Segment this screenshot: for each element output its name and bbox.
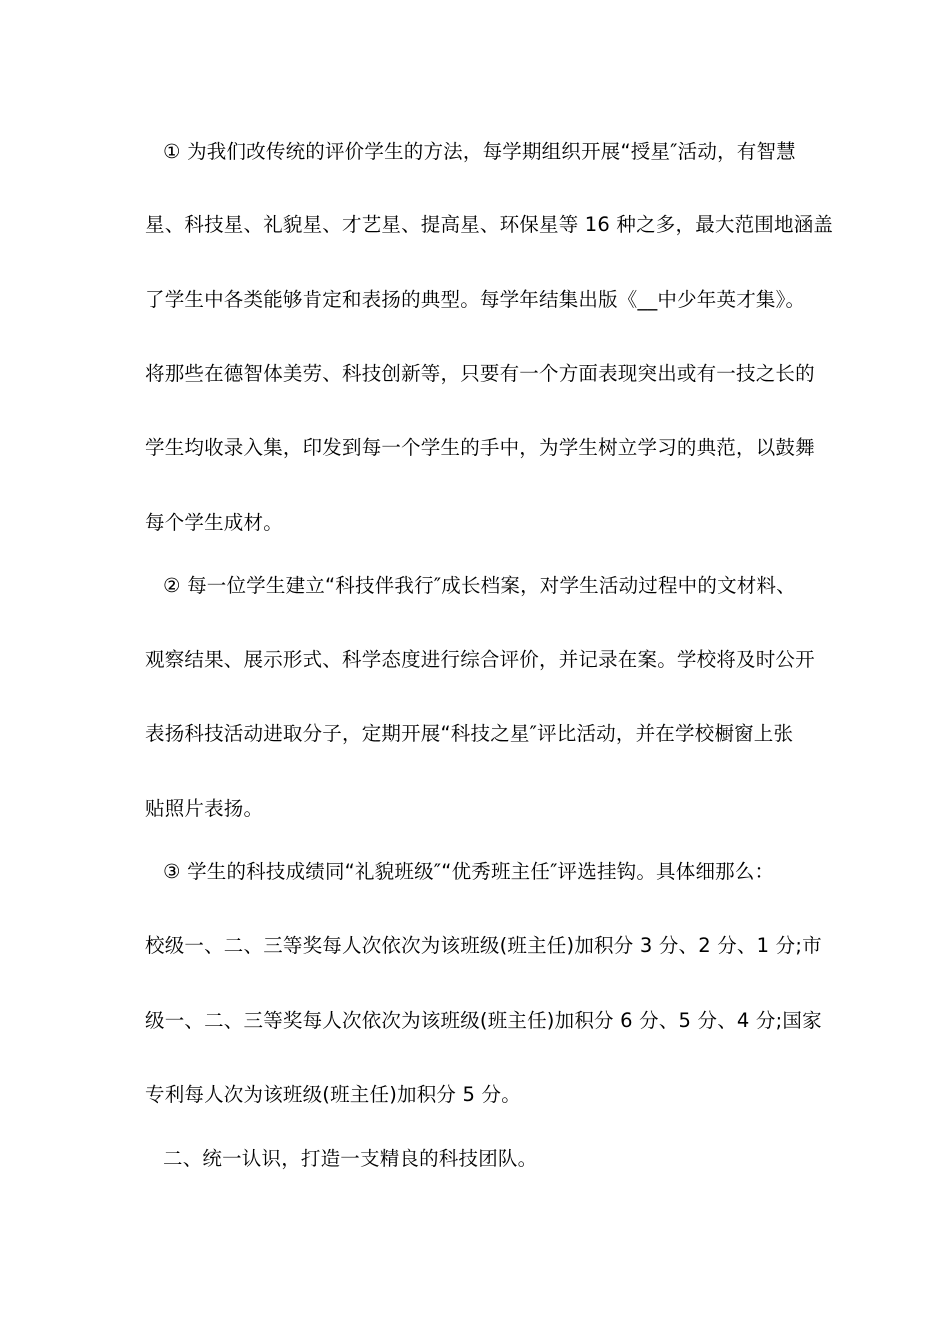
paragraph-line-7: ② 每一位学生建立“科技伴我行″成长档案，对学生活动过程中的文材料、: [163, 574, 796, 597]
paragraph-line-4: 将那些在德智体美劳、科技创新等，只要有一个方面表现突出或有一技之长的: [145, 362, 815, 385]
section-heading: 二、统一认识，打造一支精良的科技团队。: [163, 1147, 538, 1170]
paragraph-line-8: 观察结果、展示形式、科学态度进行综合评价，并记录在案。学校将及时公开: [145, 648, 815, 671]
paragraph-line-10: 贴照片表扬。: [145, 797, 264, 820]
paragraph-line-2: 星、科技星、礼貌星、才艺星、提高星、环保星等 16 种之多，最大范围地涵盖: [145, 213, 834, 236]
paragraph-line-13: 级一、二、三等奖每人次依次为该班级(班主任)加积分 6 分、5 分、4 分;国家: [145, 1009, 822, 1032]
paragraph-line-11: ③ 学生的科技成绩同“礼貌班级″“优秀班主任″评选挂钩。具体细那么：: [163, 860, 775, 883]
paragraph-line-14: 专利每人次为该班级(班主任)加积分 5 分。: [145, 1083, 521, 1106]
paragraph-line-12: 校级一、二、三等奖每人次依次为该班级(班主任)加积分 3 分、2 分、1 分;市: [145, 934, 822, 957]
paragraph-line-1: ① 为我们改传统的评价学生的方法，每学期组织开展“授星″活动，有智慧: [163, 140, 796, 163]
paragraph-line-5: 学生均收录入集，印发到每一个学生的手中，为学生树立学习的典范，以鼓舞: [145, 436, 815, 459]
paragraph-line-6: 每个学生成材。: [145, 511, 283, 534]
paragraph-line-9: 表扬科技活动进取分子，定期开展“科技之星″评比活动，并在学校橱窗上张: [145, 722, 794, 745]
paragraph-line-3: 了学生中各类能够肯定和表扬的典型。每学年结集出版《__中少年英才集》。: [145, 288, 806, 311]
